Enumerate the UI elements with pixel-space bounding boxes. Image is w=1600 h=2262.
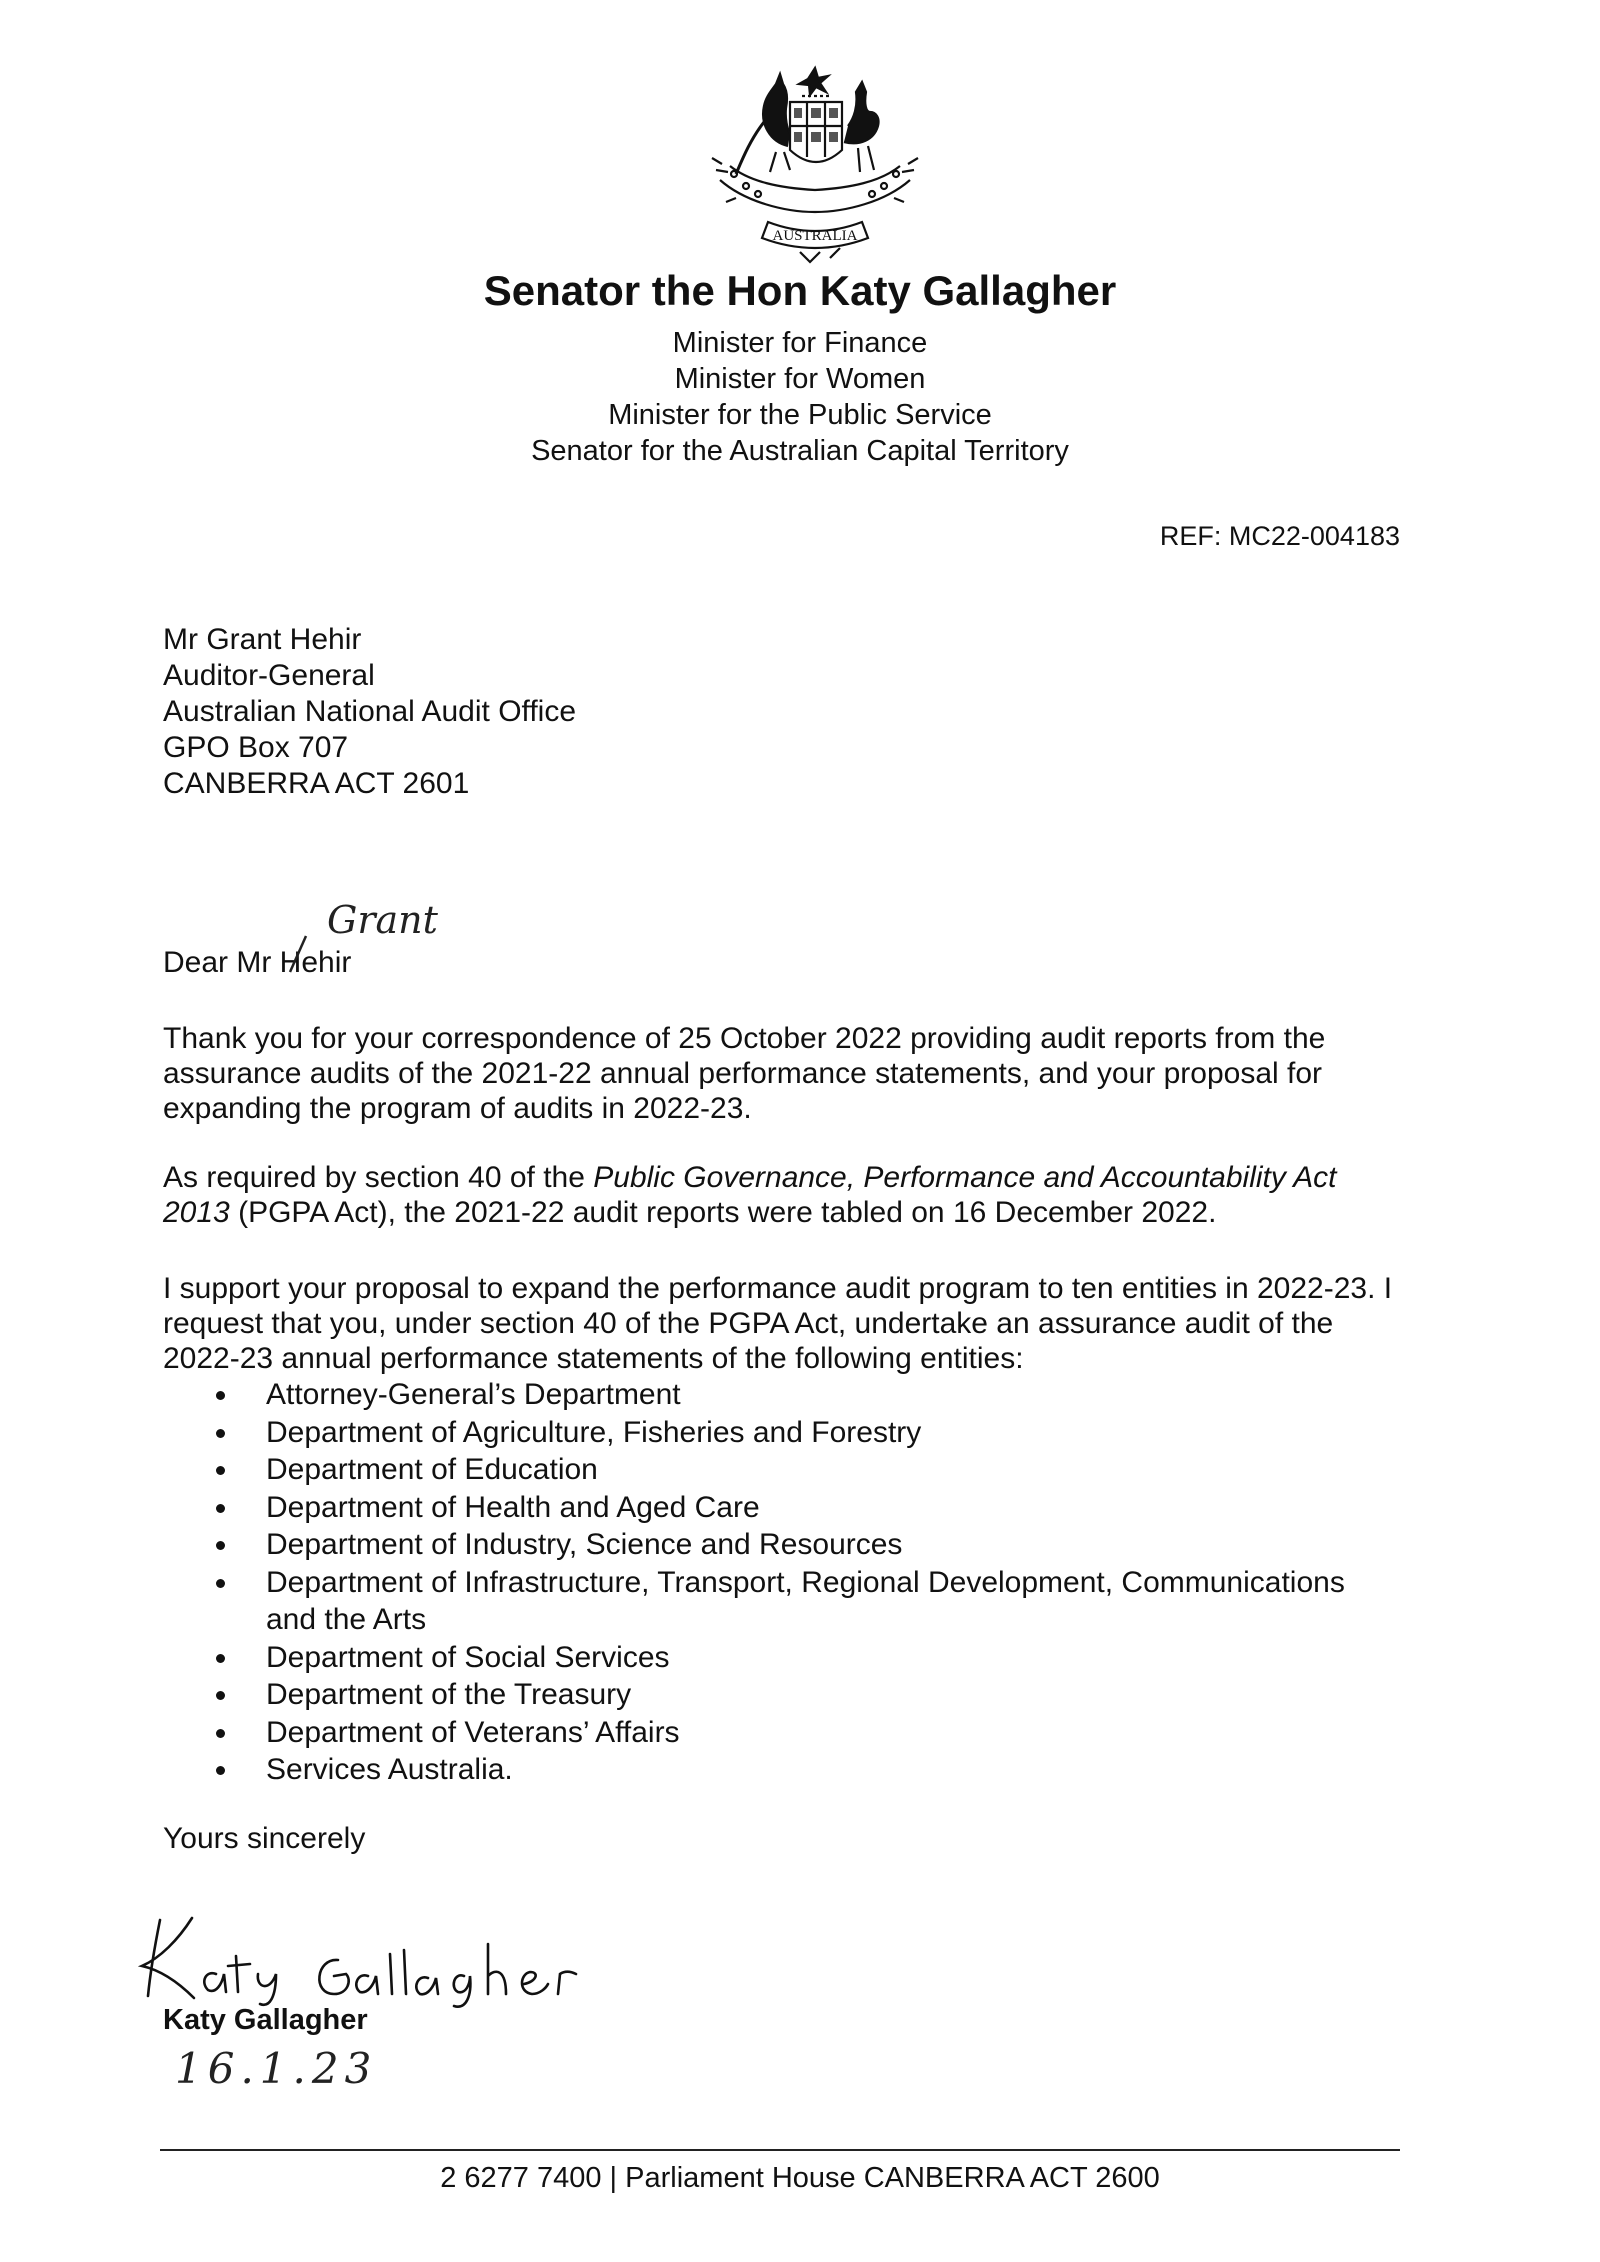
entity-list — [163, 1376, 1403, 1789]
address-line: CANBERRA ACT 2601 — [163, 767, 470, 800]
title-line: Minister for Finance — [672, 327, 928, 359]
minister-titles — [0, 325, 1600, 469]
title-line: Minister for the Public Service — [608, 399, 992, 431]
minister-name: Senator the Hon Katy Gallagher — [483, 267, 1117, 314]
paragraph-tabling — [163, 1160, 1403, 1230]
signatory-name: Katy Gallagher — [163, 2004, 368, 2036]
handwritten-date: 16.1.23 — [175, 2044, 378, 2093]
list-item: Department of Agriculture, Fisheries and Forestry — [163, 1414, 1403, 1452]
p2-after: (PGPA Act), the 2021-22 audit reports were tabled on 16 December 2022. — [229, 1196, 1217, 1229]
footer-contact: 2 6277 7400 | Parliament House CANBERRA ACT 2600 — [440, 2162, 1160, 2194]
p2-before: As required by section 40 of the — [163, 1161, 594, 1194]
list-item: Department of Education — [163, 1451, 1403, 1489]
address-line: Mr Grant Hehir — [163, 623, 362, 656]
address-line: Auditor-General — [163, 659, 375, 692]
list-item: Department of Health and Aged Care — [163, 1489, 1403, 1527]
recipient-address — [163, 622, 576, 802]
list-item: Department of the Treasury — [163, 1676, 1403, 1714]
list-item: Department of Social Services — [163, 1639, 1403, 1677]
crest-scroll-text: AUSTRALIA — [772, 228, 858, 244]
act-title: Public Governance, Performance and Accountability Act 2013 — [163, 1161, 1337, 1229]
strike-mark-icon — [286, 934, 308, 974]
footer-divider — [160, 2149, 1400, 2151]
title-line: Senator for the Australian Capital Territory — [531, 435, 1069, 467]
paragraph-request: I support your proposal to expand the performance audit program to ten entities in 2022-23. I request that you, under section 40 of the PGPA Act, undertake an assurance audit of the 2022-23 annual performance statements of the following entities: — [163, 1272, 1393, 1375]
list-item: Department of Infrastructure, Transport, Regional Development, Communications and the Arts — [163, 1564, 1403, 1639]
list-item: Attorney-General’s Department — [163, 1376, 1403, 1414]
list-item: Department of Industry, Science and Resources — [163, 1526, 1403, 1564]
list-item: Services Australia. — [163, 1751, 1403, 1789]
address-line: Australian National Audit Office — [163, 695, 577, 728]
list-item: Department of Veterans’ Affairs — [163, 1714, 1403, 1752]
salutation: Dear Mr Hehir — [163, 946, 352, 979]
closing: Yours sincerely — [163, 1822, 366, 1855]
title-line: Minister for Women — [674, 363, 926, 395]
address-line: GPO Box 707 — [163, 731, 349, 764]
signature-icon — [120, 1900, 680, 2010]
handwritten-salutation-correction: Grant — [327, 898, 438, 942]
coat-of-arms-icon — [690, 62, 940, 270]
reference-number: REF: MC22-004183 — [1159, 521, 1400, 551]
paragraph-correspondence: Thank you for your correspondence of 25 October 2022 providing audit reports from the assurance audits of the 2021-22 annual performance statements, and your proposal for expanding the program of audits in 2022-23. — [163, 1022, 1326, 1125]
